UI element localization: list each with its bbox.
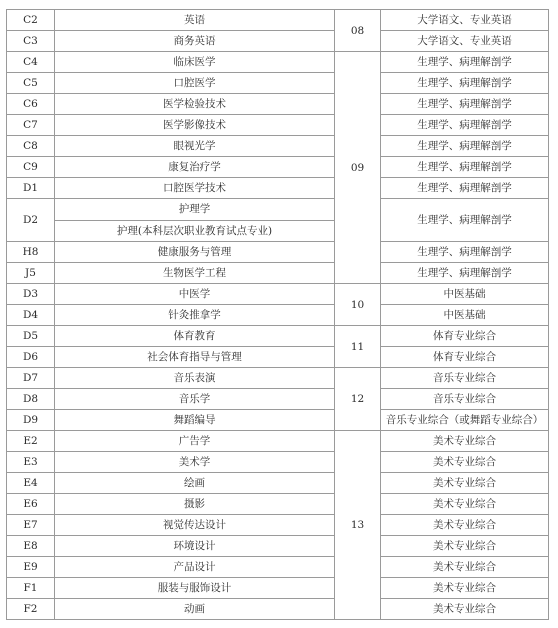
exam-subject: 体育专业综合 (381, 326, 549, 347)
table-row (7, 431, 549, 452)
exam-subject: 音乐专业综合 (381, 389, 549, 410)
exam-subject: 音乐专业综合 (381, 368, 549, 389)
exam-subject: 美术专业综合 (381, 578, 549, 599)
major-name: 口腔医学技术 (55, 178, 335, 199)
table-row (7, 326, 549, 347)
major-code: C2 (7, 10, 55, 31)
exam-subject: 生理学、病理解剖学 (381, 52, 549, 73)
major-code: C7 (7, 115, 55, 136)
major-name: 舞蹈编导 (55, 410, 335, 431)
major-name: 绘画 (55, 473, 335, 494)
exam-subject: 生理学、病理解剖学 (381, 263, 549, 284)
group-number: 11 (335, 326, 381, 368)
table-row (7, 199, 549, 242)
major-code: E9 (7, 557, 55, 578)
major-code: F2 (7, 599, 55, 620)
major-code: D5 (7, 326, 55, 347)
exam-subject: 大学语文、专业英语 (381, 10, 549, 31)
exam-subject: 体育专业综合 (381, 347, 549, 368)
exam-subject: 美术专业综合 (381, 599, 549, 620)
major-code: E6 (7, 494, 55, 515)
exam-subject: 生理学、病理解剖学 (381, 242, 549, 263)
major-code: C6 (7, 94, 55, 115)
major-code: D2 (7, 199, 55, 242)
major-name: 医学影像技术 (55, 115, 335, 136)
major-name: 产品设计 (55, 557, 335, 578)
major-code: E8 (7, 536, 55, 557)
major-name: 商务英语 (55, 31, 335, 52)
major-name-cell (55, 199, 335, 242)
exam-subject: 生理学、病理解剖学 (381, 94, 549, 115)
major-name: 中医学 (55, 284, 335, 305)
major-name: 环境设计 (55, 536, 335, 557)
major-code: D4 (7, 305, 55, 326)
exam-subject: 美术专业综合 (381, 431, 549, 452)
major-code: F1 (7, 578, 55, 599)
table-row (7, 52, 549, 73)
table-row (7, 94, 549, 115)
exam-subject: 生理学、病理解剖学 (381, 136, 549, 157)
group-number: 08 (335, 10, 381, 52)
exam-subject: 中医基础 (381, 305, 549, 326)
exam-subject: 美术专业综合 (381, 494, 549, 515)
exam-subject: 大学语文、专业英语 (381, 31, 549, 52)
table-row (7, 389, 549, 410)
table-row (7, 284, 549, 305)
group-number: 13 (335, 431, 381, 620)
major-code: D7 (7, 368, 55, 389)
major-code: D1 (7, 178, 55, 199)
major-code: E2 (7, 431, 55, 452)
exam-subject: 美术专业综合 (381, 536, 549, 557)
table-row (7, 305, 549, 326)
table-row (7, 368, 549, 389)
major-name: 康复治疗学 (55, 157, 335, 178)
table-row (7, 31, 549, 52)
major-name: 临床医学 (55, 52, 335, 73)
table-row (7, 242, 549, 263)
exam-subject: 生理学、病理解剖学 (381, 157, 549, 178)
table-row (7, 452, 549, 473)
major-name: 美术学 (55, 452, 335, 473)
major-name: 摄影 (55, 494, 335, 515)
major-code: H8 (7, 242, 55, 263)
major-code: D3 (7, 284, 55, 305)
major-name: 广告学 (55, 431, 335, 452)
major-code: E4 (7, 473, 55, 494)
table-row (7, 73, 549, 94)
table-row (7, 178, 549, 199)
table-row (7, 599, 549, 620)
table-row (7, 263, 549, 284)
major-name: 英语 (55, 10, 335, 31)
major-name: 健康服务与管理 (55, 242, 335, 263)
major-name: 服装与服饰设计 (55, 578, 335, 599)
exam-subject: 中医基础 (381, 284, 549, 305)
major-code: E7 (7, 515, 55, 536)
major-name: 护理学 (55, 199, 334, 221)
table-body (7, 10, 549, 620)
major-code: D9 (7, 410, 55, 431)
table-row (7, 10, 549, 31)
exam-subject: 音乐专业综合（或舞蹈专业综合） (381, 410, 549, 431)
major-name: 眼视光学 (55, 136, 335, 157)
major-code: C8 (7, 136, 55, 157)
major-name: 音乐学 (55, 389, 335, 410)
major-name: 生物医学工程 (55, 263, 335, 284)
major-name-stack (55, 199, 334, 241)
major-name: 视觉传达设计 (55, 515, 335, 536)
major-code: J5 (7, 263, 55, 284)
table-row (7, 536, 549, 557)
table-row (7, 515, 549, 536)
major-name: 口腔医学 (55, 73, 335, 94)
table-row (7, 578, 549, 599)
major-name-secondary: 护理(本科层次职业教育试点专业) (116, 225, 273, 237)
major-code: C5 (7, 73, 55, 94)
group-number: 10 (335, 284, 381, 326)
major-code: D8 (7, 389, 55, 410)
table-row (7, 410, 549, 431)
major-name: 社会体育指导与管理 (55, 347, 335, 368)
exam-subject: 美术专业综合 (381, 515, 549, 536)
exam-subject: 生理学、病理解剖学 (381, 73, 549, 94)
table-row (7, 473, 549, 494)
major-subject-table (6, 9, 549, 620)
exam-subject: 美术专业综合 (381, 452, 549, 473)
major-name: 动画 (55, 599, 335, 620)
table-row (7, 494, 549, 515)
major-code: C3 (7, 31, 55, 52)
major-code: E3 (7, 452, 55, 473)
major-name: 音乐表演 (55, 368, 335, 389)
major-name: 体育教育 (55, 326, 335, 347)
major-code: C9 (7, 157, 55, 178)
table-row (7, 157, 549, 178)
exam-subject: 美术专业综合 (381, 473, 549, 494)
table-row (7, 347, 549, 368)
group-number: 12 (335, 368, 381, 431)
exam-subject: 美术专业综合 (381, 557, 549, 578)
exam-subject: 生理学、病理解剖学 (381, 178, 549, 199)
major-code: C4 (7, 52, 55, 73)
table-row (7, 136, 549, 157)
major-code: D6 (7, 347, 55, 368)
exam-subject: 生理学、病理解剖学 (381, 199, 549, 242)
major-name: 医学检验技术 (55, 94, 335, 115)
major-name: 针灸推拿学 (55, 305, 335, 326)
table-row (7, 115, 549, 136)
group-number: 09 (335, 52, 381, 284)
exam-subject: 生理学、病理解剖学 (381, 115, 549, 136)
table-row (7, 557, 549, 578)
